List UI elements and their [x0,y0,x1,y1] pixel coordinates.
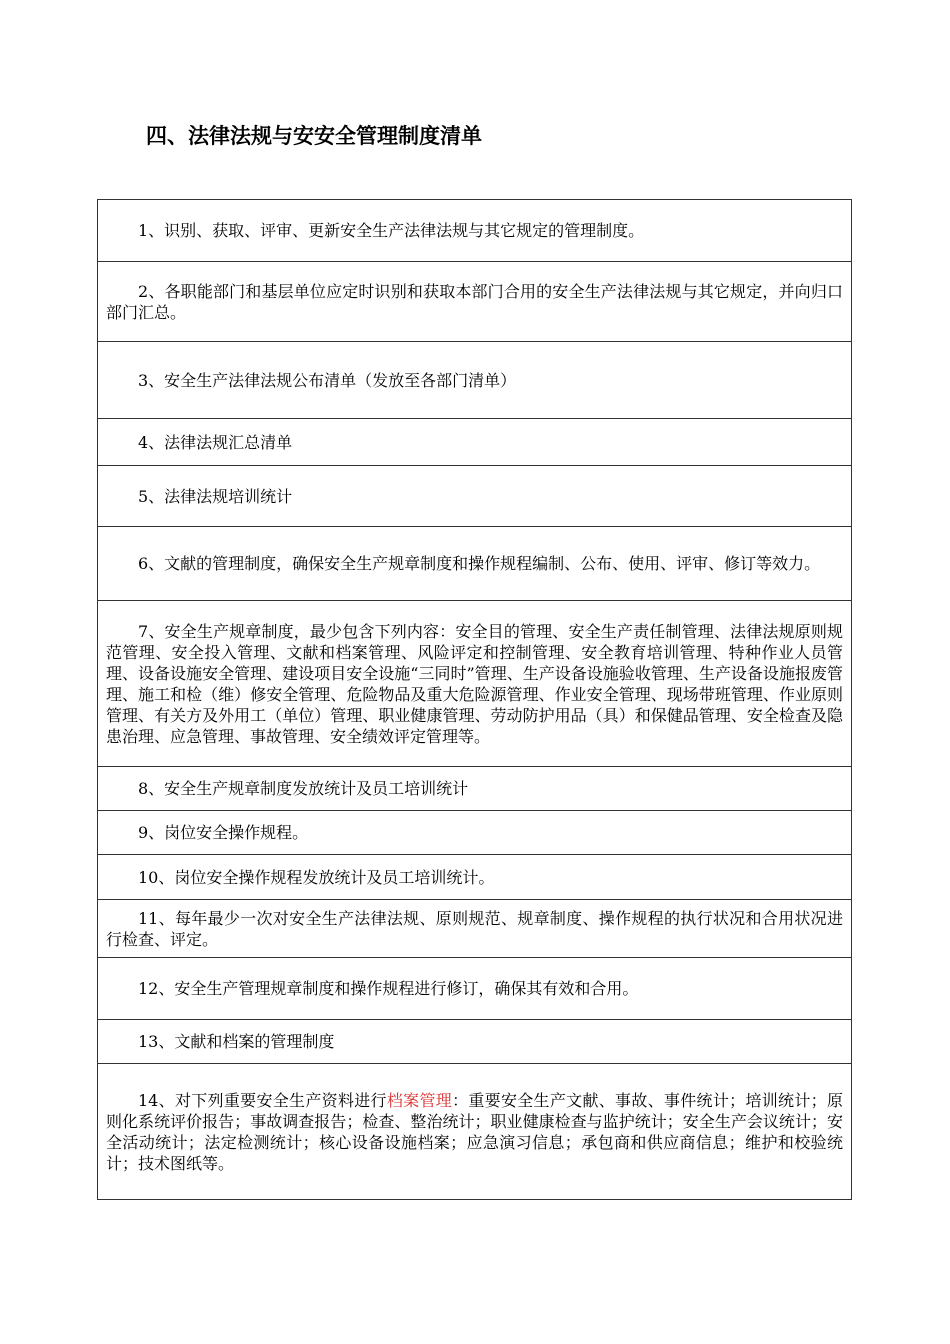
item-14-highlight: 档案管理 [386,1090,453,1110]
table-row [98,855,852,900]
table-row [98,527,852,601]
table-row [98,958,852,1020]
list-item: 1、识别、获取、评审、更新安全生产法律法规与其它规定的管理制度。 [98,200,852,262]
list-item [98,1064,852,1200]
list-item: 7、安全生产规章制度，最少包含下列内容：安全目的管理、安全生产责任制管理、法律法规原则规范管理、安全投入管理、文献和档案管理、风险评定和控制管理、安全教育培训管理、特种作业人员管理、设备设施安全管理、建设项目安全设施“三同时”管理、生产设备设施验收管理、生产设备设施报废管理、施工和检（维）修安全管理、危险物品及重大危险源管理、作业安全管理、现场带班管理、作业原则管理、有关方及外用工（单位）管理、职业健康管理、劳动防护用品（具）和保健品管理、安全检查及隐患治理、应急管理、事故管理、安全绩效评定管理等。 [98,601,852,767]
table-row [98,767,852,811]
list-item: 11、每年最少一次对安全生产法律法规、原则规范、规章制度、操作规程的执行状况和合用状况进行检查、评定。 [98,900,852,958]
regulation-list-table [97,199,852,1200]
list-item: 12、安全生产管理规章制度和操作规程进行修订，确保其有效和合用。 [98,958,852,1020]
list-item: 9、岗位安全操作规程。 [98,811,852,855]
table-row [98,1020,852,1064]
table-row [98,342,852,419]
table-row [98,262,852,342]
table-row [98,466,852,527]
table-row [98,419,852,466]
list-item: 5、法律法规培训统计 [98,466,852,527]
list-item: 13、文献和档案的管理制度 [98,1020,852,1064]
table-row [98,811,852,855]
table-row [98,900,852,958]
list-item: 6、文献的管理制度，确保安全生产规章制度和操作规程编制、公布、使用、评审、修订等效力。 [98,527,852,601]
table-row [98,200,852,262]
list-item: 2、各职能部门和基层单位应定时识别和获取本部门合用的安全生产法律法规与其它规定，并向归口部门汇总。 [98,262,852,342]
list-item: 8、安全生产规章制度发放统计及员工培训统计 [98,767,852,811]
item-14-text-before: 14、对下列重要安全生产资料进行 [138,1090,387,1110]
list-item: 3、安全生产法律法规公布清单（发放至各部门清单） [98,342,852,419]
list-item: 10、岗位安全操作规程发放统计及员工培训统计。 [98,855,852,900]
list-item: 4、法律法规汇总清单 [98,419,852,466]
table-row [98,601,852,767]
table-row [98,1064,852,1200]
page-title: 四、法律法规与安安全管理制度清单 [146,124,482,148]
item-14-text-after: ：重要安全生产文献、事故、事件统计；培训统计；原则化系统评价报告；事故调查报告；检查、整治统计；职业健康检查与监护统计；安全生产会议统计；安全活动统计；法定检测统计；核心设备设施档案；应急演习信息；承包商和供应商信息；维护和校验统计；技术图纸等。 [106,1090,843,1173]
